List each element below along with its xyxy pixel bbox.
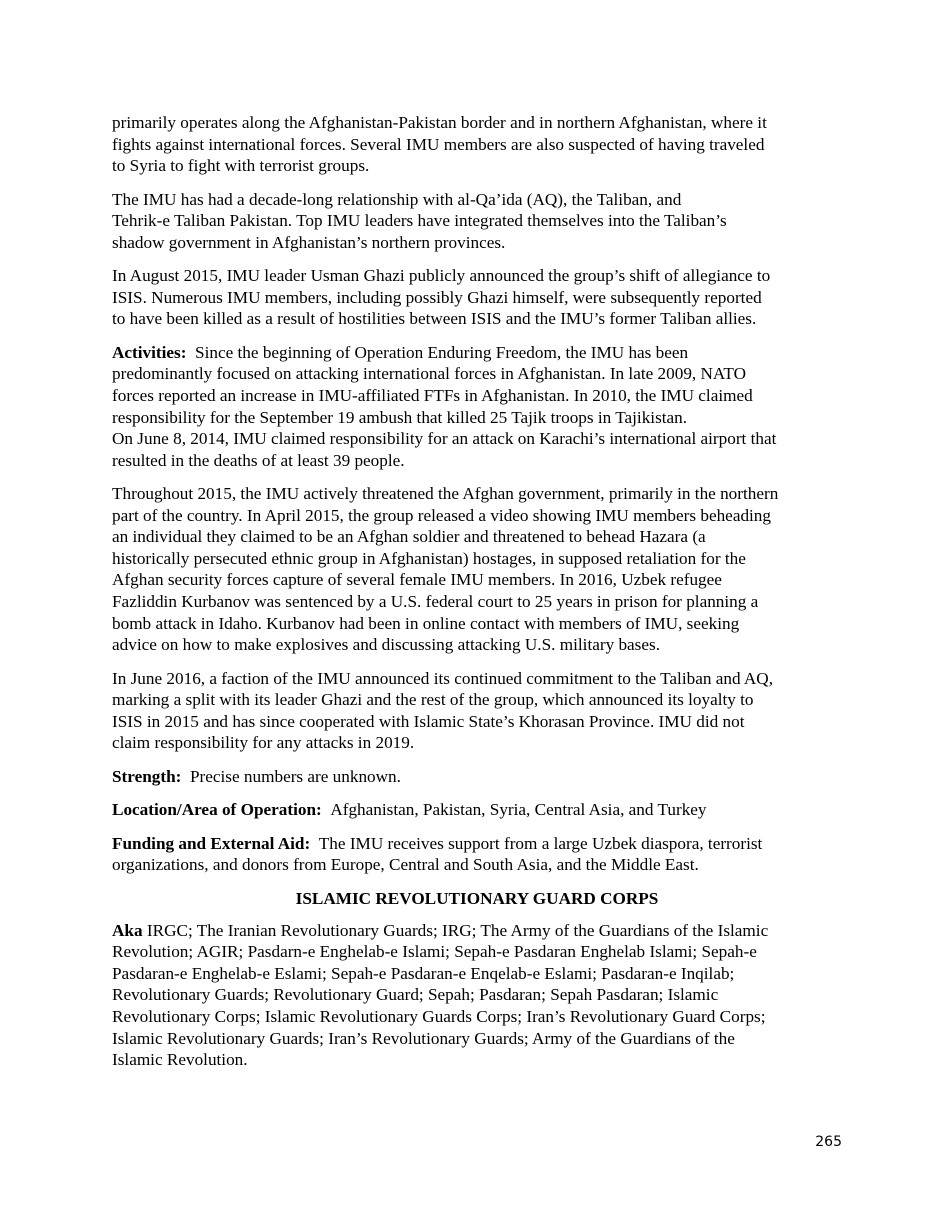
aka-paragraph — [112, 920, 842, 1071]
text-line: Throughout 2015, the IMU actively threatened the Afghan government, primarily in the northern — [112, 484, 779, 504]
text-line: ISIS. Numerous IMU members, including possibly Ghazi himself, were subsequently reported — [112, 287, 762, 307]
funding-label: Funding and External Aid: — [112, 833, 311, 853]
text-line: Islamic Revolution. — [112, 1050, 248, 1070]
page-number: 265 — [815, 1134, 842, 1150]
location-label: Location/Area of Operation: — [112, 800, 322, 820]
text-line: to Syria to fight with terrorist groups. — [112, 156, 370, 176]
strength-paragraph — [112, 766, 842, 788]
location-paragraph — [112, 799, 842, 821]
text-line: Revolutionary Guards; Revolutionary Guard; Sepah; Pasdaran; Sepah Pasdaran; Islamic — [112, 985, 719, 1005]
text-line: forces reported an increase in IMU-affiliated FTFs in Afghanistan. In 2010, the IMU claimed — [112, 385, 753, 405]
text-line: claim responsibility for any attacks in 2019. — [112, 733, 415, 753]
text-line: Revolutionary Corps; Islamic Revolutionary Guards Corps; Iran’s Revolutionary Guard Corps; — [112, 1007, 766, 1027]
text-line: an individual they claimed to be an Afghan soldier and threatened to behead Hazara (a — [112, 527, 706, 547]
text-line — [112, 766, 842, 788]
text-line: responsibility for the September 19 ambush that killed 25 Tajik troops in Tajikistan. — [112, 407, 688, 427]
activities-2016-paragraph — [112, 668, 842, 754]
activities-first-line: Since the beginning of Operation Enduring Freedom, the IMU has been — [195, 342, 689, 362]
text-line: predominantly focused on attacking international forces in Afghanistan. In late 2009, NATO — [112, 364, 747, 384]
strength-text: Precise numbers are unknown. — [189, 766, 401, 786]
text-line: Tehrik-e Taliban Pakistan. Top IMU leaders have integrated themselves into the Taliban’s — [112, 211, 727, 231]
text-line: Revolution; AGIR; Pasdarn-e Enghelab-e Islami; Sepah-e Pasdaran Enghelab Islami; Sepah-e — [112, 942, 757, 962]
text-line: to have been killed as a result of hostilities between ISIS and the IMU’s former Taliban allies. — [112, 309, 757, 329]
funding-paragraph — [112, 833, 842, 876]
section-heading: ISLAMIC REVOLUTIONARY GUARD CORPS — [295, 888, 659, 908]
text-line: ISIS in 2015 and has since cooperated with Islamic State’s Khorasan Province. IMU did not — [112, 711, 745, 731]
activities-2015-paragraph — [112, 483, 842, 656]
text-line: Pasdaran-e Enghelab-e Eslami; Sepah-e Pasdaran-e Enqelab-e Eslami; Pasdaran-e Inqilab; — [112, 963, 735, 983]
text-line: bomb attack in Idaho. Kurbanov had been in online contact with members of IMU, seeking — [112, 613, 740, 633]
text-line — [112, 342, 842, 364]
text-line: resulted in the deaths of at least 39 people. — [112, 450, 405, 470]
funding-first-line: The IMU receives support from a large Uzbek diaspora, terrorist — [318, 833, 763, 853]
text-line: In June 2016, a faction of the IMU announced its continued commitment to the Taliban and AQ, — [112, 668, 774, 688]
activities-label: Activities: — [112, 342, 187, 362]
strength-label: Strength: — [112, 766, 182, 786]
text-line: In August 2015, IMU leader Usman Ghazi publicly announced the group’s shift of allegiance to — [112, 266, 771, 286]
text-line: Fazliddin Kurbanov was sentenced by a U.S. federal court to 25 years in prison for planning a — [112, 592, 759, 612]
location-text: Afghanistan, Pakistan, Syria, Central Asia, and Turkey — [330, 800, 707, 820]
intro-paragraph-relationships — [112, 189, 842, 254]
aka-first-line: IRGC; The Iranian Revolutionary Guards; IRG; The Army of the Guardians of the Islamic — [146, 920, 769, 940]
text-line: The IMU has had a decade-long relationship with al-Qa’ida (AQ), the Taliban, and — [112, 189, 682, 209]
text-line: shadow government in Afghanistan’s northern provinces. — [112, 232, 506, 252]
text-line: advice on how to make explosives and discussing attacking U.S. military bases. — [112, 635, 660, 655]
text-line: historically persecuted ethnic group in Afghanistan) hostages, in supposed retaliation for the — [112, 548, 746, 568]
text-line — [112, 920, 842, 942]
aka-label: Aka — [112, 920, 143, 940]
text-line: On June 8, 2014, IMU claimed responsibility for an attack on Karachi’s international airport that — [112, 429, 777, 449]
text-line: part of the country. In April 2015, the group released a video showing IMU members beheading — [112, 505, 771, 525]
intro-paragraph-allegiance — [112, 265, 842, 330]
document-page — [112, 112, 842, 1083]
text-line: Islamic Revolutionary Guards; Iran’s Revolutionary Guards; Army of the Guardians of the — [112, 1028, 735, 1048]
activities-paragraph — [112, 342, 842, 472]
intro-paragraph-operations — [112, 112, 842, 177]
text-line: primarily operates along the Afghanistan-Pakistan border and in northern Afghanistan, where it — [112, 113, 767, 132]
text-line: marking a split with its leader Ghazi and the rest of the group, which announced its loyalty to — [112, 690, 754, 710]
text-line — [112, 799, 842, 821]
text-line — [112, 833, 842, 855]
text-line: organizations, and donors from Europe, Central and South Asia, and the Middle East. — [112, 855, 699, 875]
text-line: fights against international forces. Several IMU members are also suspected of having traveled — [112, 134, 765, 154]
text-line: Afghan security forces capture of several female IMU members. In 2016, Uzbek refugee — [112, 570, 722, 590]
